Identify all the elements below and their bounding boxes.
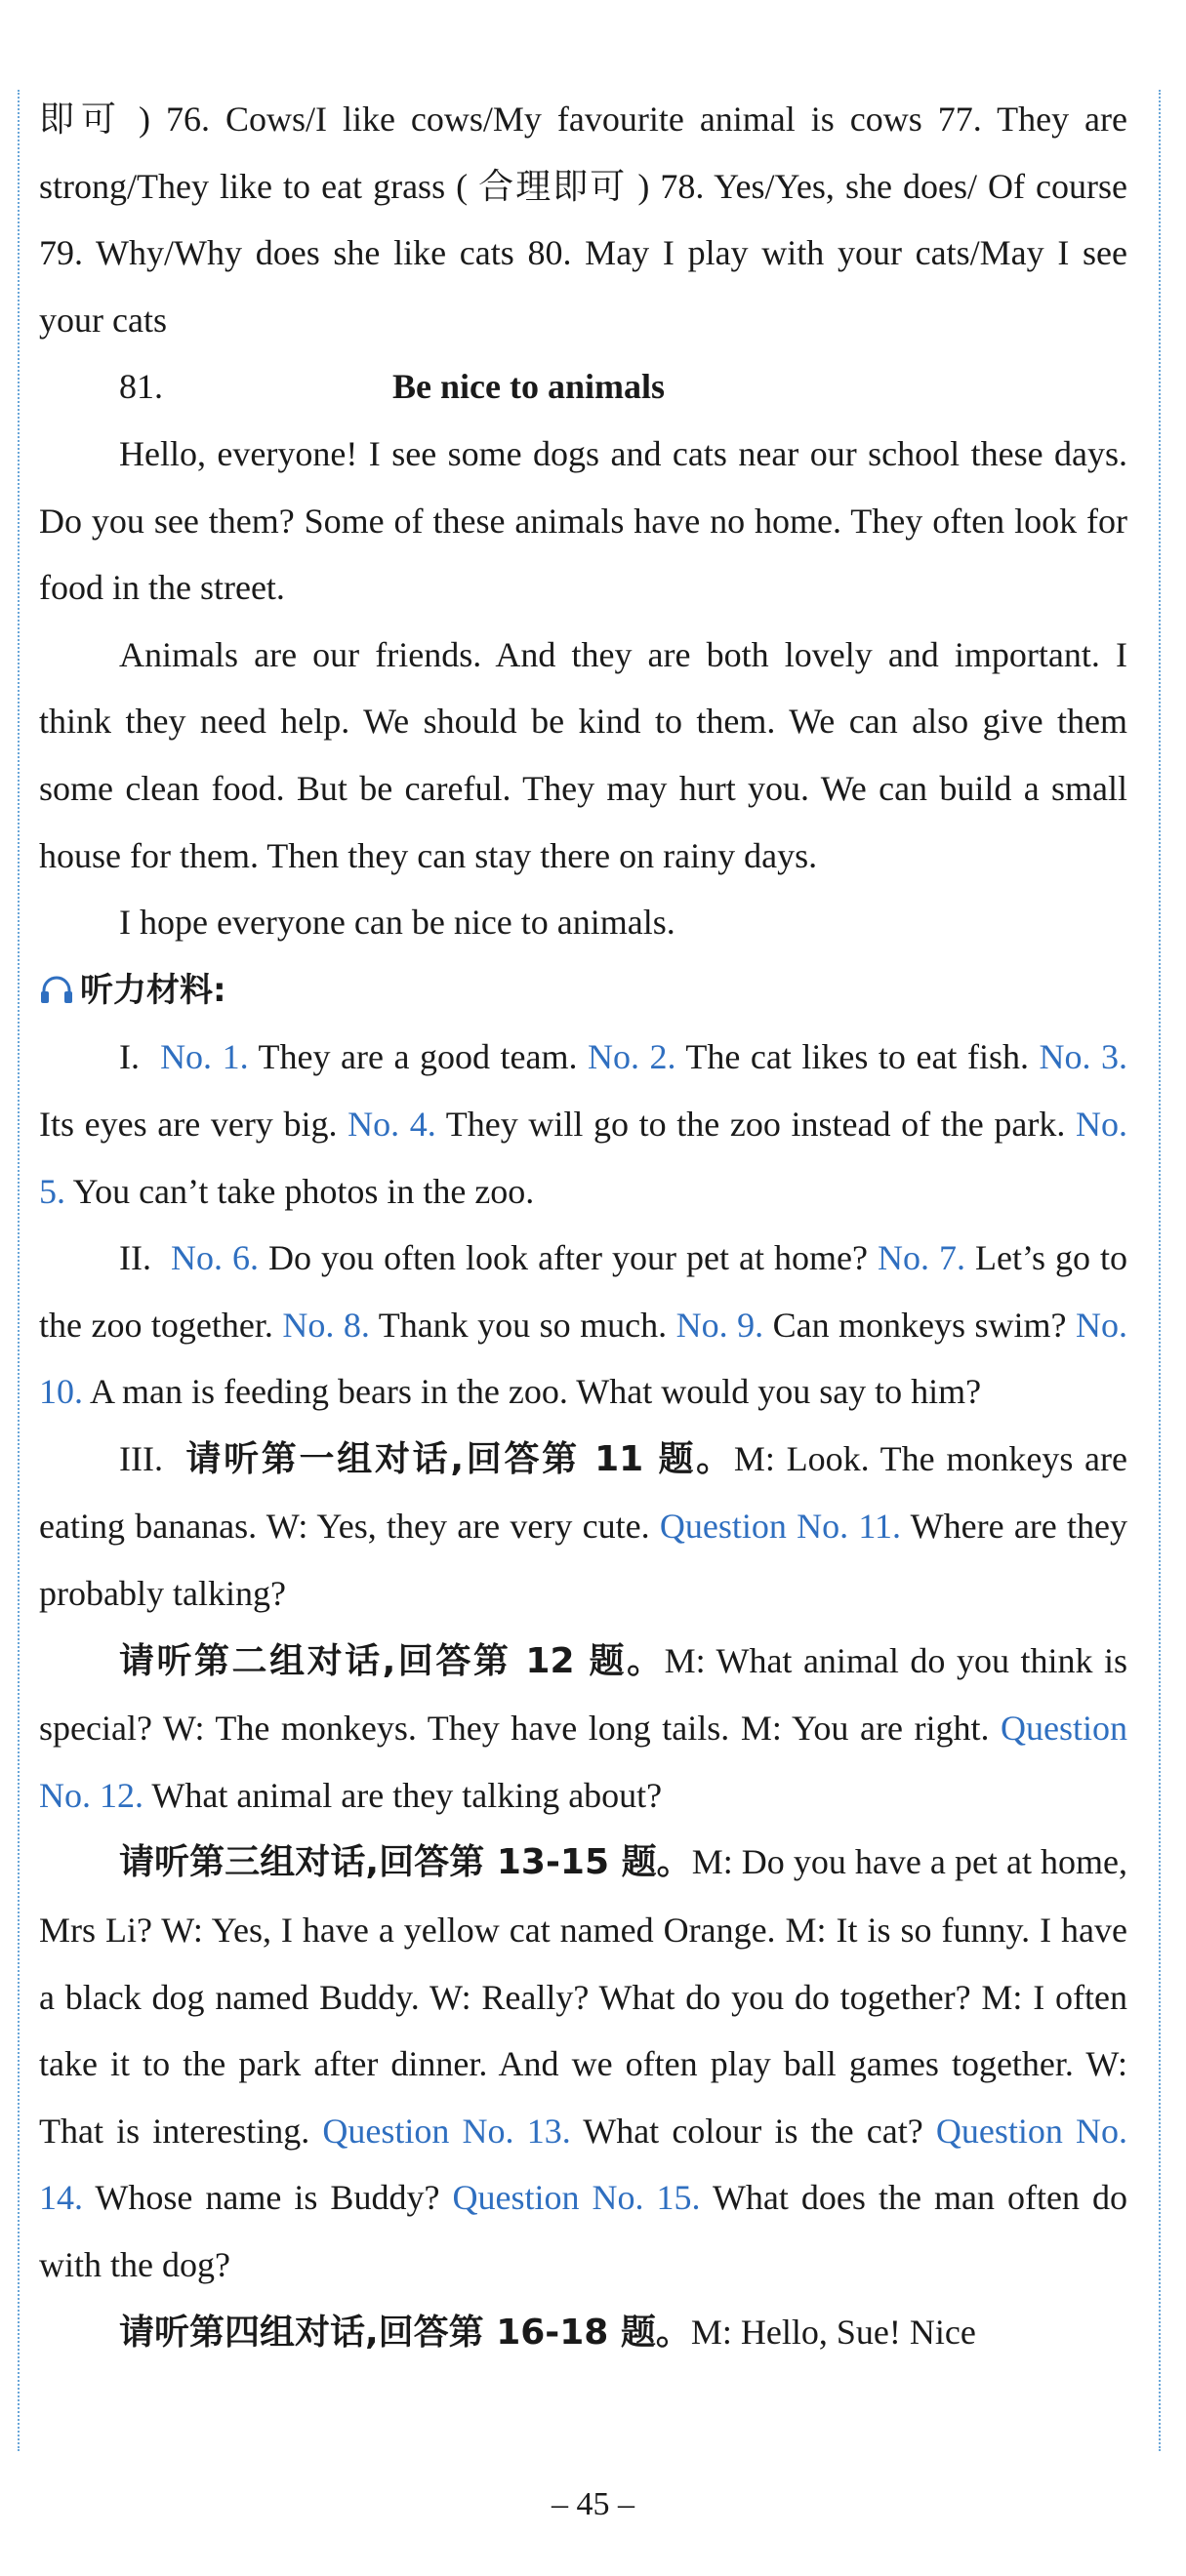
item-no-8: No. 8. [282,1305,370,1345]
question-14-text: Whose name is Buddy? [95,2178,440,2218]
group-2-instruction: 请听第二组对话,回答第 12 题。 [119,1640,665,1681]
listening-heading: 听力材料: [80,970,226,1010]
group-3-instruction: 请听第三组对话,回答第 13-15 题。 [119,1842,692,1883]
item-text-10: A man is feeding bears in the zoo. What would you say to him? [90,1372,982,1412]
item-no-6: No. 6. [171,1238,260,1278]
item-text-4: They will go to the zoo instead of the park. [445,1104,1066,1144]
question-no-13: Question No. 13. [322,2111,571,2151]
section-2 [39,1225,1127,1426]
essay-number: 81. [119,367,163,407]
question-11-text: Where are they probably talking? [39,1507,1127,1614]
item-no-4: No. 4. [348,1104,436,1144]
right-margin-rule [1159,90,1161,2451]
item-text-7: Let’s go to the zoo together. [39,1238,1128,1345]
essay-paragraph-1: Hello, everyone! I see some dogs and cats near our school these days. Do you see them? Some of these animals have no home. They often look for food in the street. [39,433,1127,608]
item-text-8: Thank you so much. [378,1305,668,1345]
section-1-label: I. [119,1037,140,1077]
headphones-icon [39,974,74,1005]
item-text-6: Do you often look after your pet at home? [268,1238,868,1278]
question-no-12: Question No. 12. [39,1709,1128,1815]
item-no-2: No. 2. [588,1037,676,1077]
question-no-15: Question No. 15. [452,2178,701,2218]
group-1-instruction: 请听第一组对话,回答第 11 题。 [185,1438,734,1479]
page-number: – 45 – [552,2486,634,2522]
question-13-text: What colour is the cat? [583,2111,923,2151]
essay-title: Be nice to animals [392,367,665,407]
item-no-9: No. 9. [675,1305,764,1345]
item-text-2: The cat likes to eat fish. [685,1037,1029,1077]
item-text-5: You can’t take photos in the zoo. [72,1171,535,1211]
group-3-dialogue: M: Do you have a pet at home, Mrs Li? W: Yes, I have a yellow cat named Orange. M: It is so funny. I have a black dog named Buddy. W: Really? What do you do together? M: I often take it to the park after dinner. And we often play ball games together. W: That is interesting. [39,1842,1127,2151]
section-3-group-4 [39,2299,1127,2367]
section-3-group-3 [39,1829,1127,2298]
group-4-instruction: 请听第四组对话,回答第 16-18 题。 [119,2312,691,2353]
essay-title-line [39,353,1127,421]
item-text-9: Can monkeys swim? [772,1305,1067,1345]
section-2-label: II. [119,1238,151,1278]
item-no-7: No. 7. [877,1238,965,1278]
question-no-14: Question No. 14. [39,2111,1127,2218]
group-2-dialogue: M: What animal do you think is special? W: The monkeys. They have long tails. M: You are right. [39,1640,1127,1749]
item-no-1: No. 1. [160,1037,249,1077]
item-no-5: No. 5. [39,1104,1128,1211]
section-3-label: III. [119,1438,163,1478]
page-content [39,86,1127,2366]
group-4-dialogue: M: Hello, Sue! Nice [690,2312,976,2352]
item-text-1: They are a good team. [258,1037,578,1077]
group-1-dialogue: M: Look. The monkeys are eating bananas. W: Yes, they are very cute. [39,1438,1127,1547]
section-1 [39,1024,1127,1225]
essay-paragraph-3: I hope everyone can be nice to animals. [119,903,675,943]
left-margin-rule [18,90,20,2451]
item-no-10: No. 10. [39,1305,1127,1412]
question-12-text: What animal are they talking about? [151,1775,663,1815]
item-no-3: No. 3. [1039,1037,1128,1077]
section-3-group-2 [39,1628,1127,1830]
section-3-group-1 [39,1426,1127,1628]
answer-paragraph: 即可 ) 76. Cows/I like cows/My favourite animal is cows 77. They are strong/They like to eat grass ( 合理即可 ) 78. Yes/Yes, she does/ Of course 79. Why/Why does she like cats 80. May I play with your cats/May I see your cats [39,100,1127,340]
question-no-11: Question No. 11. [659,1507,902,1547]
listening-heading-line [39,956,1127,1025]
item-text-3: Its eyes are very big. [39,1104,338,1144]
essay-paragraph-2: Animals are our friends. And they are both lovely and important. I think they need help. We should be kind to them. We can also give them some clean food. But be careful. They may hurt you. We can build a small house for them. Then they can stay there on rainy days. [39,634,1127,875]
question-15-text: What does the man often do with the dog? [39,2178,1127,2284]
